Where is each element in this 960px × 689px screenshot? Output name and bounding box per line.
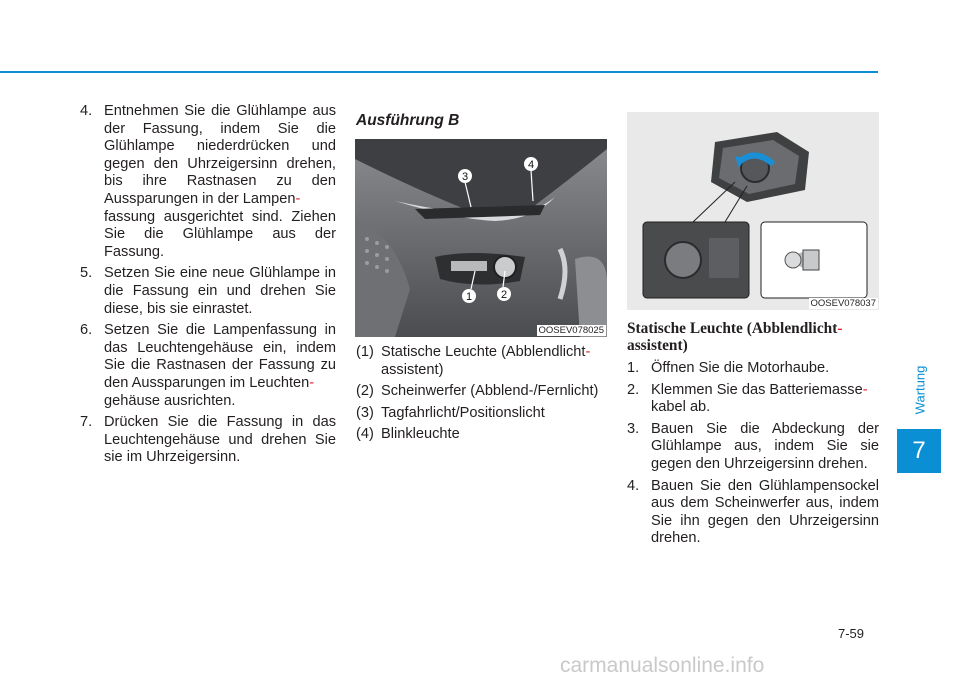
legend-text: Blinkleuchte	[381, 426, 460, 443]
list-item	[356, 344, 608, 379]
middle-column	[356, 112, 608, 142]
step-text: Bauen Sie die Abdeckung der Glühlampe aus, indem Sie sie gegen den Uhrzeigersinn drehen.	[651, 420, 879, 472]
chapter-label	[908, 360, 932, 420]
heading-line-2: assistent)	[627, 337, 688, 354]
step-number: 7.	[80, 414, 93, 431]
right-column	[627, 320, 879, 552]
list-item	[627, 382, 879, 417]
legend-text: Tagfahrlicht/Positionslicht	[381, 404, 545, 421]
list-item	[80, 414, 336, 467]
legend-list	[356, 344, 608, 444]
step-text: Setzen Sie die Lampenfassung in das Leuchtengehäuse ein, indem Sie die Rastnasen der Fassung zu den Aussparungen im Leuchten	[104, 322, 336, 391]
callout-4: 4	[527, 159, 535, 171]
list-item	[80, 265, 336, 318]
figure-code: OOSEV078037	[810, 298, 876, 309]
car-front-illustration	[355, 139, 607, 337]
step-text-continued: gehäuse ausrichten.	[104, 392, 236, 409]
step-text: Setzen Sie eine neue Glühlampe in die Fassung ein und drehen Sie diese, bis sie einrastet.	[104, 265, 336, 317]
step-number: 3.	[627, 420, 640, 437]
legend-number: (3)	[356, 404, 374, 421]
callout-2: 2	[500, 289, 508, 301]
hyphen-mark: -	[837, 320, 843, 337]
chapter-tab: 7	[897, 429, 941, 473]
step-number: 4.	[80, 103, 93, 119]
step-text-continued: fassung ausgerichtet sind. Ziehen Sie die Glühlampe aus der Fassung.	[104, 208, 336, 260]
watermark: carmanualsonline.info	[560, 654, 765, 677]
page-number: 7-59	[838, 626, 865, 641]
legend-text: Scheinwerfer (Abblend-/Fernlicht)	[381, 383, 599, 400]
legend-number: (1)	[356, 344, 374, 360]
section-heading	[627, 320, 879, 354]
step-text-continued: kabel ab.	[651, 399, 711, 416]
left-column	[80, 103, 336, 471]
step-text: Entnehmen Sie die Glühlampe aus der Fassung, indem Sie die Glühlampe niederdrücken und gegen den Uhrzeigersinn drehen, bis ihre Rastnasen zu den Aussparungen in der Lampen	[104, 103, 336, 207]
step-text: Klemmen Sie das Batteriemasse	[651, 381, 863, 398]
callout-3: 3	[461, 171, 469, 183]
callout-1: 1	[465, 291, 473, 303]
list-item	[356, 405, 608, 423]
bulb-removal-figure	[627, 112, 879, 310]
step-number: 6.	[80, 322, 93, 339]
hyphen-mark: -	[295, 190, 301, 207]
list-item	[80, 322, 336, 410]
left-steps-list	[80, 103, 336, 467]
list-item	[627, 478, 879, 548]
step-number: 2.	[627, 381, 640, 398]
step-text: Drücken Sie die Fassung in das Leuchtengehäuse und drehen Sie sie im Uhrzeigersinn.	[104, 414, 336, 466]
header-rule	[0, 71, 878, 73]
legend-text: Statische Leuchte (Abblendlicht	[381, 344, 586, 360]
hyphen-mark: -	[862, 381, 868, 398]
legend-number: (2)	[356, 383, 374, 400]
step-text: Öffnen Sie die Motorhaube.	[651, 360, 830, 376]
list-item	[80, 103, 336, 261]
middle-legend-column	[356, 344, 608, 448]
legend-number: (4)	[356, 426, 374, 443]
list-item	[356, 426, 608, 444]
section-heading: Ausführung B	[356, 112, 460, 129]
list-item	[627, 360, 879, 378]
legend-text-continued: assistent)	[381, 361, 444, 378]
right-steps-list	[627, 360, 879, 548]
step-number: 4.	[627, 477, 640, 494]
list-item	[356, 383, 608, 401]
figure-code: OOSEV078025	[538, 325, 604, 336]
hyphen-mark: -	[309, 374, 315, 391]
step-number: 5.	[80, 265, 93, 282]
heading-line-1: Statische Leuchte (Abblendlicht	[627, 320, 838, 337]
headlamp-housing-illustration	[627, 112, 879, 310]
list-item	[627, 421, 879, 474]
chapter-label-text: Wartung	[912, 365, 928, 415]
hyphen-mark: -	[585, 344, 591, 360]
step-text: Bauen Sie den Glühlampensockel aus dem Scheinwerfer aus, indem Sie ihn gegen den Uhrzeigersinn drehen.	[651, 477, 879, 547]
headlamp-figure	[355, 139, 607, 337]
step-number: 1.	[627, 360, 640, 376]
